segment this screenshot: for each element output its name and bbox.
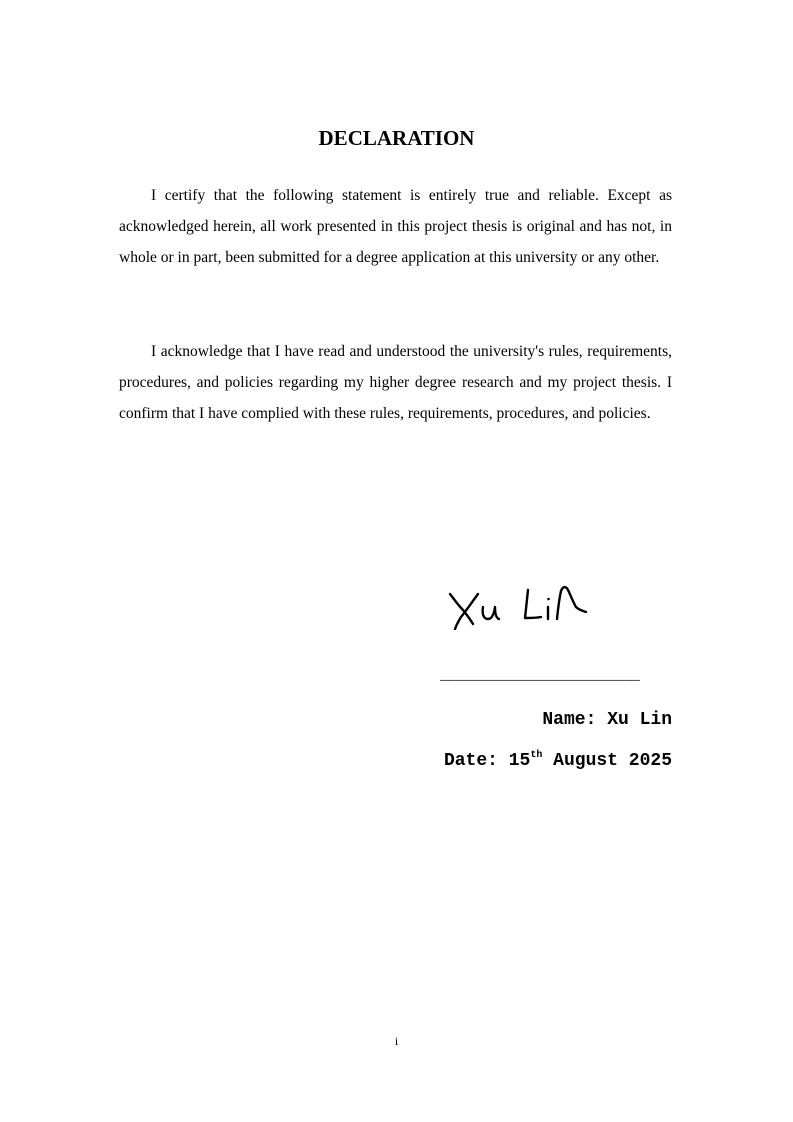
page-number: i [394,1034,399,1048]
date-field [444,750,672,772]
date-day: 15 [508,751,531,771]
signature-line: ________________________ [440,667,640,684]
date-ordinal-suffix: th [530,750,543,761]
handwritten-signature [440,572,610,638]
date-label: Date: [443,751,509,771]
date-month-year: August 2025 [542,751,672,771]
name-value: Xu Lin [607,710,672,730]
declaration-paragraph-2: I acknowledge that I have read and understood the university's rules, requirements, procedures, and policies regarding my higher degree research and my project thesis. I confirm that I have complied with these rules, requirements, procedures, and policies. [119,343,672,422]
declaration-paragraph-1: I certify that the following statement is entirely true and reliable. Except as acknowledged herein, all work presented in this project thesis is original and has not, in whole or in part, been submitted for a degree application at this university or any other. [119,187,672,266]
name-field [542,709,672,731]
page-title: DECLARATION [318,126,475,150]
name-label: Name: [542,710,608,730]
